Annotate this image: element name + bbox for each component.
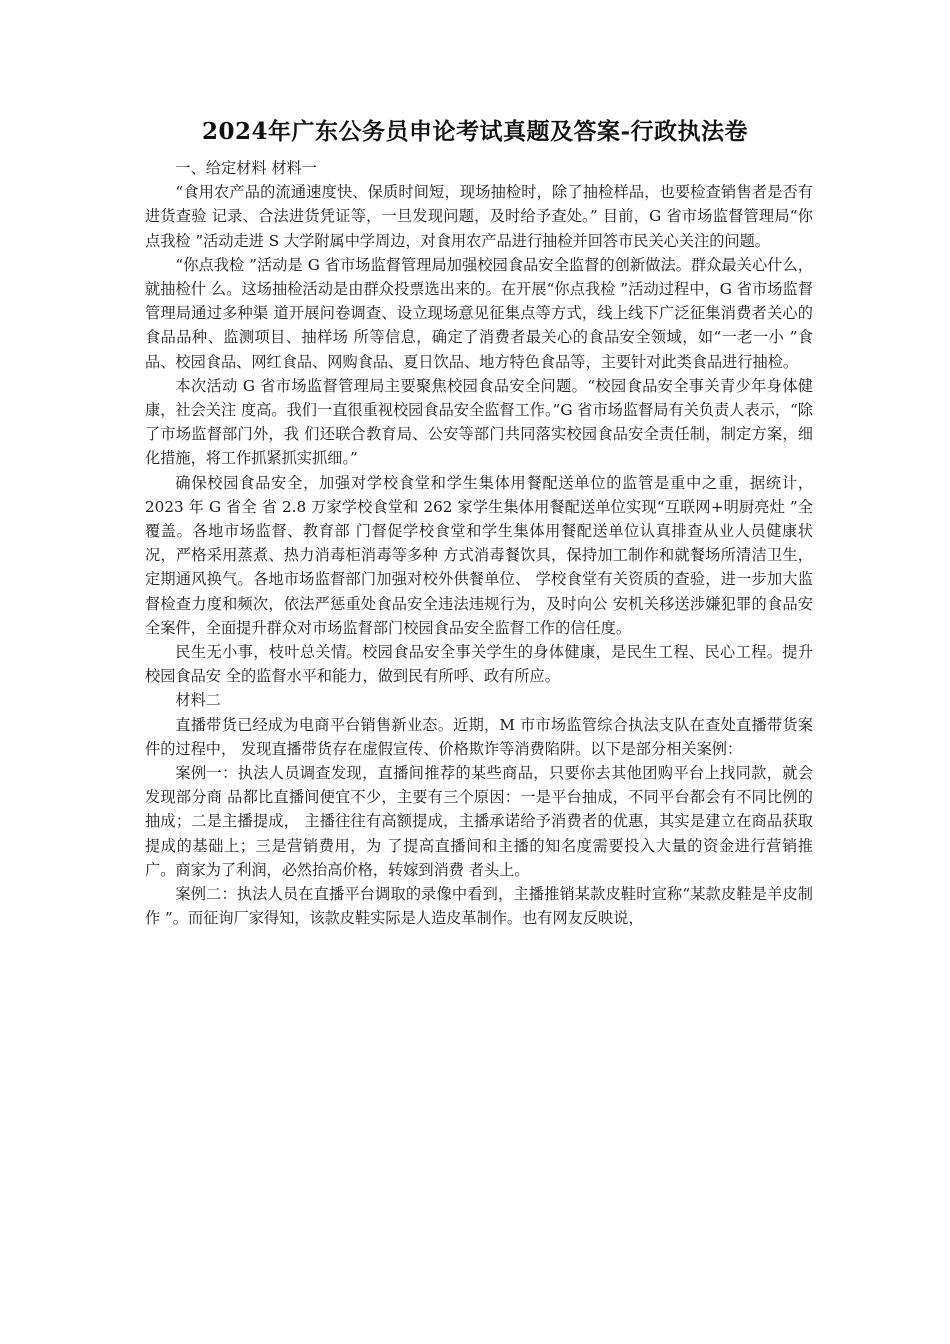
paragraph: 本次活动 G 省市场监督管理局主要聚焦校园食品安全问题。“校园食品安全事关青少年身体健康，社会关注 度高。我们一直很重视校园食品安全监督工作。”G 省市场监督局有关负责人表示，“除了市场监督部门外，我 们还联合教育局、公安等部门共同落实校园食品安全责任制，制定方案，细化措施，将工作抓紧抓实抓细。” <box>145 376 813 468</box>
paragraph: “你点我检 ”活动是 G 省市场监督管理局加强校园食品安全监督的创新做法。群众最关心什么，就抽检什 么。这场抽检活动是由群众投票选出来的。在开展“你点我检 ”活动过程中，G 省市场监督管理局通过多种渠 道开展问卷调查、设立现场意见征集点等方式，线上线下广泛征集消费者关心的食品品种、监测项目、抽样场 所等信息，确定了消费者最关心的食品安全领域，如“一老一小 ”食品、校园食品、网红食品、网购食品、夏日饮品、地方特色食品等，主要针对此类食品进行抽检。 <box>145 255 813 371</box>
paragraph: 确保校园食品安全，加强对学校食堂和学生集体用餐配送单位的监管是重中之重，据统计，2023 年 G 省全 省 2.8 万家学校食堂和 262 家学生集体用餐配送单位实现“互联网+明厨亮灶 ”全覆盖。各地市场监督、教育部 门督促学校食堂和学生集体用餐配送单位认真排查从业人员健康状况，严格采用蒸煮、热力消毒柜消毒等多种 方式消毒餐饮具，保持加工制作和就餐场所清洁卫生，定期通风换气。各地市场监督部门加强对校外供餐单位、 学校食堂有关资质的查验，进一步加大监督检查力度和频次，依法严惩重处食品安全违法违规行为，及时向公 安机关移送涉嫌犯罪的食品安全案件，全面提升群众对市场监督部门校园食品安全监督工作的信任度。 <box>145 473 813 637</box>
section-heading: 一、给定材料 材料一 <box>175 159 317 177</box>
paragraph: 案例二：执法人员在直播平台调取的录像中看到，主播推销某款皮鞋时宣称“某款皮鞋是羊皮制作 ”。而征询厂家得知，该款皮鞋实际是人造皮革制作。也有网友反映说， <box>145 885 813 928</box>
paragraph: 案例一：执法人员调查发现，直播间推荐的某些商品，只要你去其他团购平台上找同款，就会发现部分商 品都比直播间便宜不少，主要有三个原因：一是平台抽成，不同平台都会有不同比例的抽成；二是主播提成， 主播往往有高额提成，主播承诺给予消费者的优惠，其实是建立在商品获取提成的基础上；三是营销费用，为 了提高直播间和主播的知名度需要投入大量的资金进行营销推广。商家为了利润，必然抬高价格，转嫁到消费 者头上。 <box>145 764 813 879</box>
document-title: 2024年广东公务员申论考试真题及答案-行政执法卷 <box>201 118 749 145</box>
paragraph: 直播带货已经成为电商平台销售新业态。近期，M 市市场监管综合执法支队在查处直播带货案件的过程中， 发现直播带货存在虚假宣传、价格欺诈等消费陷阱。以下是部分相关案例： <box>145 715 813 758</box>
section-heading: 材料二 <box>175 691 221 710</box>
paragraph: 民生无小事，枝叶总关情。校园食品安全事关学生的身体健康，是民生工程、民心工程。提升校园食品安 全的监督水平和能力，做到民有所呼、政有所应。 <box>145 643 813 686</box>
paragraph: “食用农产品的流通速度快、保质时间短，现场抽检时，除了抽检样品，也要检查销售者是否有进货查验 记录、合法进货凭证等，一旦发现问题，及时给予查处。” 目前，G 省市场监督管理局“你点我检 ”活动走进 S 大学附属中学周边，对食用农产品进行抽检并回答市民关心关注的问题。 <box>145 183 813 250</box>
document-body <box>145 156 813 931</box>
